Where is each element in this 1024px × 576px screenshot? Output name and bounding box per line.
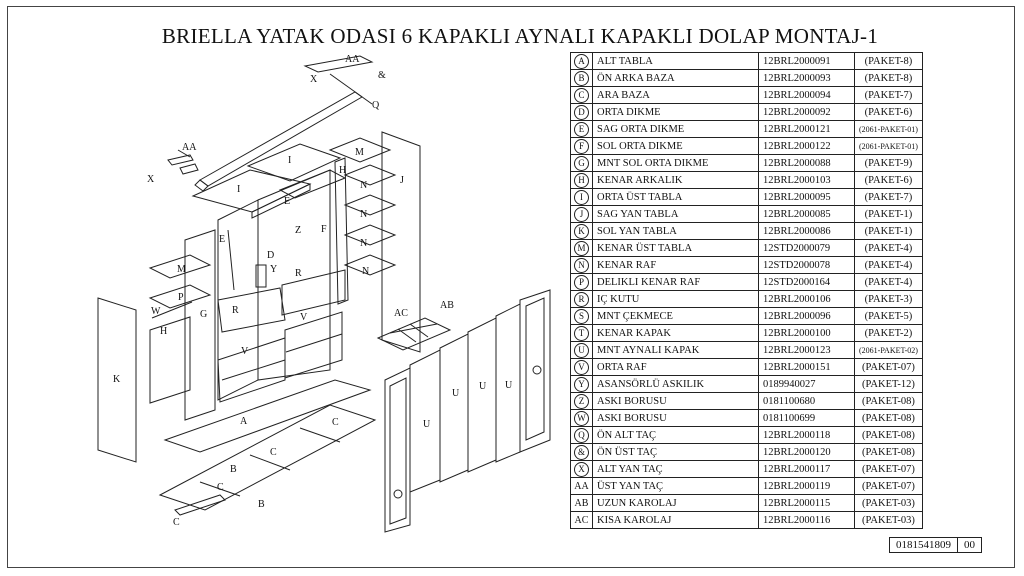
label-u-3: U xyxy=(479,381,487,392)
table-row xyxy=(571,240,923,257)
part-package: (PAKET-1) xyxy=(855,206,923,223)
table-row xyxy=(571,478,923,495)
table-row xyxy=(571,257,923,274)
part-key: & xyxy=(574,445,589,460)
part-code: 12BRL2000119 xyxy=(759,478,855,495)
label-aa-top: AA xyxy=(345,54,360,65)
label-m-right: M xyxy=(355,147,364,158)
part-name: ORTA ÜST TABLA xyxy=(593,189,759,206)
part-package: (PAKET-07) xyxy=(855,478,923,495)
part-package: (PAKET-07) xyxy=(855,359,923,376)
table-row xyxy=(571,444,923,461)
part-name: KENAR ARKALIK xyxy=(593,172,759,189)
part-key: Z xyxy=(574,394,589,409)
part-code: 0189940027 xyxy=(759,376,855,393)
label-c-3: C xyxy=(217,482,224,493)
drawers xyxy=(218,312,342,402)
door-fronts xyxy=(385,290,550,532)
part-key: B xyxy=(574,71,589,86)
part-package: (2061-PAKET-01) xyxy=(855,138,923,155)
part-package: (PAKET-08) xyxy=(855,427,923,444)
label-ab: AB xyxy=(440,300,454,311)
top-panels xyxy=(193,144,340,218)
part-name: KENAR RAF xyxy=(593,257,759,274)
table-row xyxy=(571,427,923,444)
part-code: 12BRL2000116 xyxy=(759,512,855,529)
part-name: KENAR KAPAK xyxy=(593,325,759,342)
part-package: (PAKET-03) xyxy=(855,512,923,529)
part-key: H xyxy=(574,173,589,188)
table-row xyxy=(571,189,923,206)
label-g: G xyxy=(200,309,208,320)
table-row xyxy=(571,70,923,87)
part-code: 12BRL2000123 xyxy=(759,342,855,359)
part-key: M xyxy=(574,241,589,256)
part-name: SOL ORTA DIKME xyxy=(593,138,759,155)
table-row xyxy=(571,53,923,70)
label-n-2: N xyxy=(360,209,368,220)
table-row xyxy=(571,410,923,427)
part-package: (PAKET-12) xyxy=(855,376,923,393)
part-package: (PAKET-7) xyxy=(855,189,923,206)
part-package: (PAKET-07) xyxy=(855,461,923,478)
label-p: P xyxy=(178,292,184,303)
karolaj-tray xyxy=(378,318,450,350)
part-package: (PAKET-1) xyxy=(855,223,923,240)
part-key: P xyxy=(574,275,589,290)
part-code: 12BRL2000094 xyxy=(759,87,855,104)
part-key: X xyxy=(574,462,589,477)
part-key: Q xyxy=(574,428,589,443)
label-e-top: E xyxy=(284,196,291,207)
part-package: (2061-PAKET-01) xyxy=(855,121,923,138)
part-name: ÜST YAN TAÇ xyxy=(593,478,759,495)
part-key: N xyxy=(574,258,589,273)
label-f: F xyxy=(321,224,327,235)
part-code: 12BRL2000096 xyxy=(759,308,855,325)
label-x-top: X xyxy=(310,74,318,85)
part-name: SOL YAN TABLA xyxy=(593,223,759,240)
part-package: (PAKET-5) xyxy=(855,308,923,325)
table-row xyxy=(571,359,923,376)
table-row xyxy=(571,342,923,359)
base-parts xyxy=(160,380,375,515)
part-key: AB xyxy=(574,497,589,509)
table-row xyxy=(571,172,923,189)
part-name: MNT ÇEKMECE xyxy=(593,308,759,325)
label-v-right: V xyxy=(300,312,308,323)
part-code: 12BRL2000120 xyxy=(759,444,855,461)
part-name: ÖN ÜST TAÇ xyxy=(593,444,759,461)
part-name: ASKI BORUSU xyxy=(593,410,759,427)
part-name: MNT AYNALI KAPAK xyxy=(593,342,759,359)
label-j: J xyxy=(400,175,404,186)
part-name: UZUN KAROLAJ xyxy=(593,495,759,512)
part-code: 12BRL2000086 xyxy=(759,223,855,240)
label-h-right: H xyxy=(339,165,347,176)
label-b-1: B xyxy=(230,464,237,475)
label-k: K xyxy=(113,374,121,385)
label-r-left: R xyxy=(232,305,239,316)
table-row xyxy=(571,461,923,478)
label-y: Y xyxy=(270,264,278,275)
part-name: ÖN ALT TAÇ xyxy=(593,427,759,444)
label-b-2: B xyxy=(258,499,265,510)
part-code: 12BRL2000100 xyxy=(759,325,855,342)
exploded-assembly-drawing xyxy=(60,50,570,540)
part-key: T xyxy=(574,326,589,341)
part-code: 12STD2000164 xyxy=(759,274,855,291)
label-v-left: V xyxy=(241,346,249,357)
part-key: V xyxy=(574,360,589,375)
part-name: MNT SOL ORTA DIKME xyxy=(593,155,759,172)
label-u-2: U xyxy=(452,388,460,399)
part-package: (PAKET-08) xyxy=(855,410,923,427)
part-key: AA xyxy=(574,480,589,492)
part-code: 12STD2000079 xyxy=(759,240,855,257)
part-code: 12BRL2000122 xyxy=(759,138,855,155)
part-package: (PAKET-7) xyxy=(855,87,923,104)
table-row xyxy=(571,87,923,104)
part-key: F xyxy=(574,139,589,154)
part-key: A xyxy=(574,54,589,69)
part-code: 12BRL2000118 xyxy=(759,427,855,444)
part-key: E xyxy=(574,122,589,137)
part-key: U xyxy=(574,343,589,358)
part-name: DELIKLI KENAR RAF xyxy=(593,274,759,291)
part-key: C xyxy=(574,88,589,103)
label-u-1: U xyxy=(423,419,431,430)
part-code: 12BRL2000115 xyxy=(759,495,855,512)
part-name: SAG YAN TABLA xyxy=(593,206,759,223)
label-r-right: R xyxy=(295,268,302,279)
table-row xyxy=(571,155,923,172)
label-x-left: X xyxy=(147,174,155,185)
label-c-4: C xyxy=(173,517,180,528)
label-e-left: E xyxy=(219,234,226,245)
part-name: ALT YAN TAÇ xyxy=(593,461,759,478)
part-package: (PAKET-08) xyxy=(855,444,923,461)
part-code: 12BRL2000121 xyxy=(759,121,855,138)
part-package: (PAKET-4) xyxy=(855,240,923,257)
table-row xyxy=(571,512,923,529)
page-title: BRIELLA YATAK ODASI 6 KAPAKLI AYNALI KAPAKLI DOLAP MONTAJ-1 xyxy=(161,24,879,48)
part-code: 12BRL2000088 xyxy=(759,155,855,172)
table-row xyxy=(571,138,923,155)
part-key: G xyxy=(574,156,589,171)
part-package: (PAKET-4) xyxy=(855,274,923,291)
part-name: SAG ORTA DIKME xyxy=(593,121,759,138)
part-key: D xyxy=(574,105,589,120)
table-row xyxy=(571,274,923,291)
part-code: 12BRL2000151 xyxy=(759,359,855,376)
part-package: (PAKET-8) xyxy=(855,70,923,87)
label-n-4: N xyxy=(362,266,370,277)
part-code: 12STD2000078 xyxy=(759,257,855,274)
part-name: ORTA DIKME xyxy=(593,104,759,121)
part-key: Y xyxy=(574,377,589,392)
table-row xyxy=(571,206,923,223)
table-row xyxy=(571,104,923,121)
part-key: W xyxy=(574,411,589,426)
part-name: ÖN ARKA BAZA xyxy=(593,70,759,87)
part-package: (PAKET-6) xyxy=(855,172,923,189)
label-amp: & xyxy=(378,70,386,81)
table-row xyxy=(571,495,923,512)
part-name: IÇ KUTU xyxy=(593,291,759,308)
table-row xyxy=(571,121,923,138)
label-aa-left: AA xyxy=(182,142,197,153)
table-row xyxy=(571,223,923,240)
part-name: ORTA RAF xyxy=(593,359,759,376)
part-key: R xyxy=(574,292,589,307)
label-z: Z xyxy=(295,225,302,236)
part-name: ALT TABLA xyxy=(593,53,759,70)
label-a: A xyxy=(240,416,248,427)
part-package: (PAKET-9) xyxy=(855,155,923,172)
part-name: ASKI BORUSU xyxy=(593,393,759,410)
label-u-4: U xyxy=(505,380,513,391)
left-section xyxy=(150,230,215,420)
part-name: KISA KAROLAJ xyxy=(593,512,759,529)
part-key: J xyxy=(574,207,589,222)
label-n-1: N xyxy=(360,180,368,191)
table-row xyxy=(571,325,923,342)
label-w: W xyxy=(151,306,161,317)
part-package: (PAKET-08) xyxy=(855,393,923,410)
part-package: (2061-PAKET-02) xyxy=(855,342,923,359)
part-code: 12BRL2000106 xyxy=(759,291,855,308)
part-name: ASANSÖRLÜ ASKILIK xyxy=(593,376,759,393)
part-package: (PAKET-3) xyxy=(855,291,923,308)
part-code: 12BRL2000103 xyxy=(759,172,855,189)
part-key: AC xyxy=(574,514,589,526)
part-code: 12BRL2000095 xyxy=(759,189,855,206)
table-row xyxy=(571,291,923,308)
document-code-box xyxy=(889,537,982,553)
part-code: 12BRL2000091 xyxy=(759,53,855,70)
table-row xyxy=(571,376,923,393)
label-q: Q xyxy=(372,100,380,111)
label-i-left: I xyxy=(237,184,241,195)
part-code: 12BRL2000092 xyxy=(759,104,855,121)
label-n-3: N xyxy=(360,238,368,249)
part-code: 12BRL2000093 xyxy=(759,70,855,87)
part-name: KENAR ÜST TABLA xyxy=(593,240,759,257)
parts-table xyxy=(570,52,923,529)
part-code: 12BRL2000085 xyxy=(759,206,855,223)
part-key: I xyxy=(574,190,589,205)
label-ac: AC xyxy=(394,308,408,319)
table-row xyxy=(571,393,923,410)
label-i-right: I xyxy=(288,155,292,166)
part-package: (PAKET-4) xyxy=(855,257,923,274)
part-package: (PAKET-03) xyxy=(855,495,923,512)
label-m-left: M xyxy=(177,264,186,275)
part-code: 0181100680 xyxy=(759,393,855,410)
label-d: D xyxy=(267,250,275,261)
part-key: K xyxy=(574,224,589,239)
part-key: S xyxy=(574,309,589,324)
label-c-1: C xyxy=(332,417,339,428)
part-package: (PAKET-6) xyxy=(855,104,923,121)
table-row xyxy=(571,308,923,325)
part-package: (PAKET-2) xyxy=(855,325,923,342)
label-c-2: C xyxy=(270,447,277,458)
label-h-left: H xyxy=(160,326,168,337)
part-name: ARA BAZA xyxy=(593,87,759,104)
part-code: 12BRL2000117 xyxy=(759,461,855,478)
revision-number: 00 xyxy=(957,538,981,552)
part-code: 0181100699 xyxy=(759,410,855,427)
part-package: (PAKET-8) xyxy=(855,53,923,70)
document-code: 0181541809 xyxy=(896,539,951,551)
